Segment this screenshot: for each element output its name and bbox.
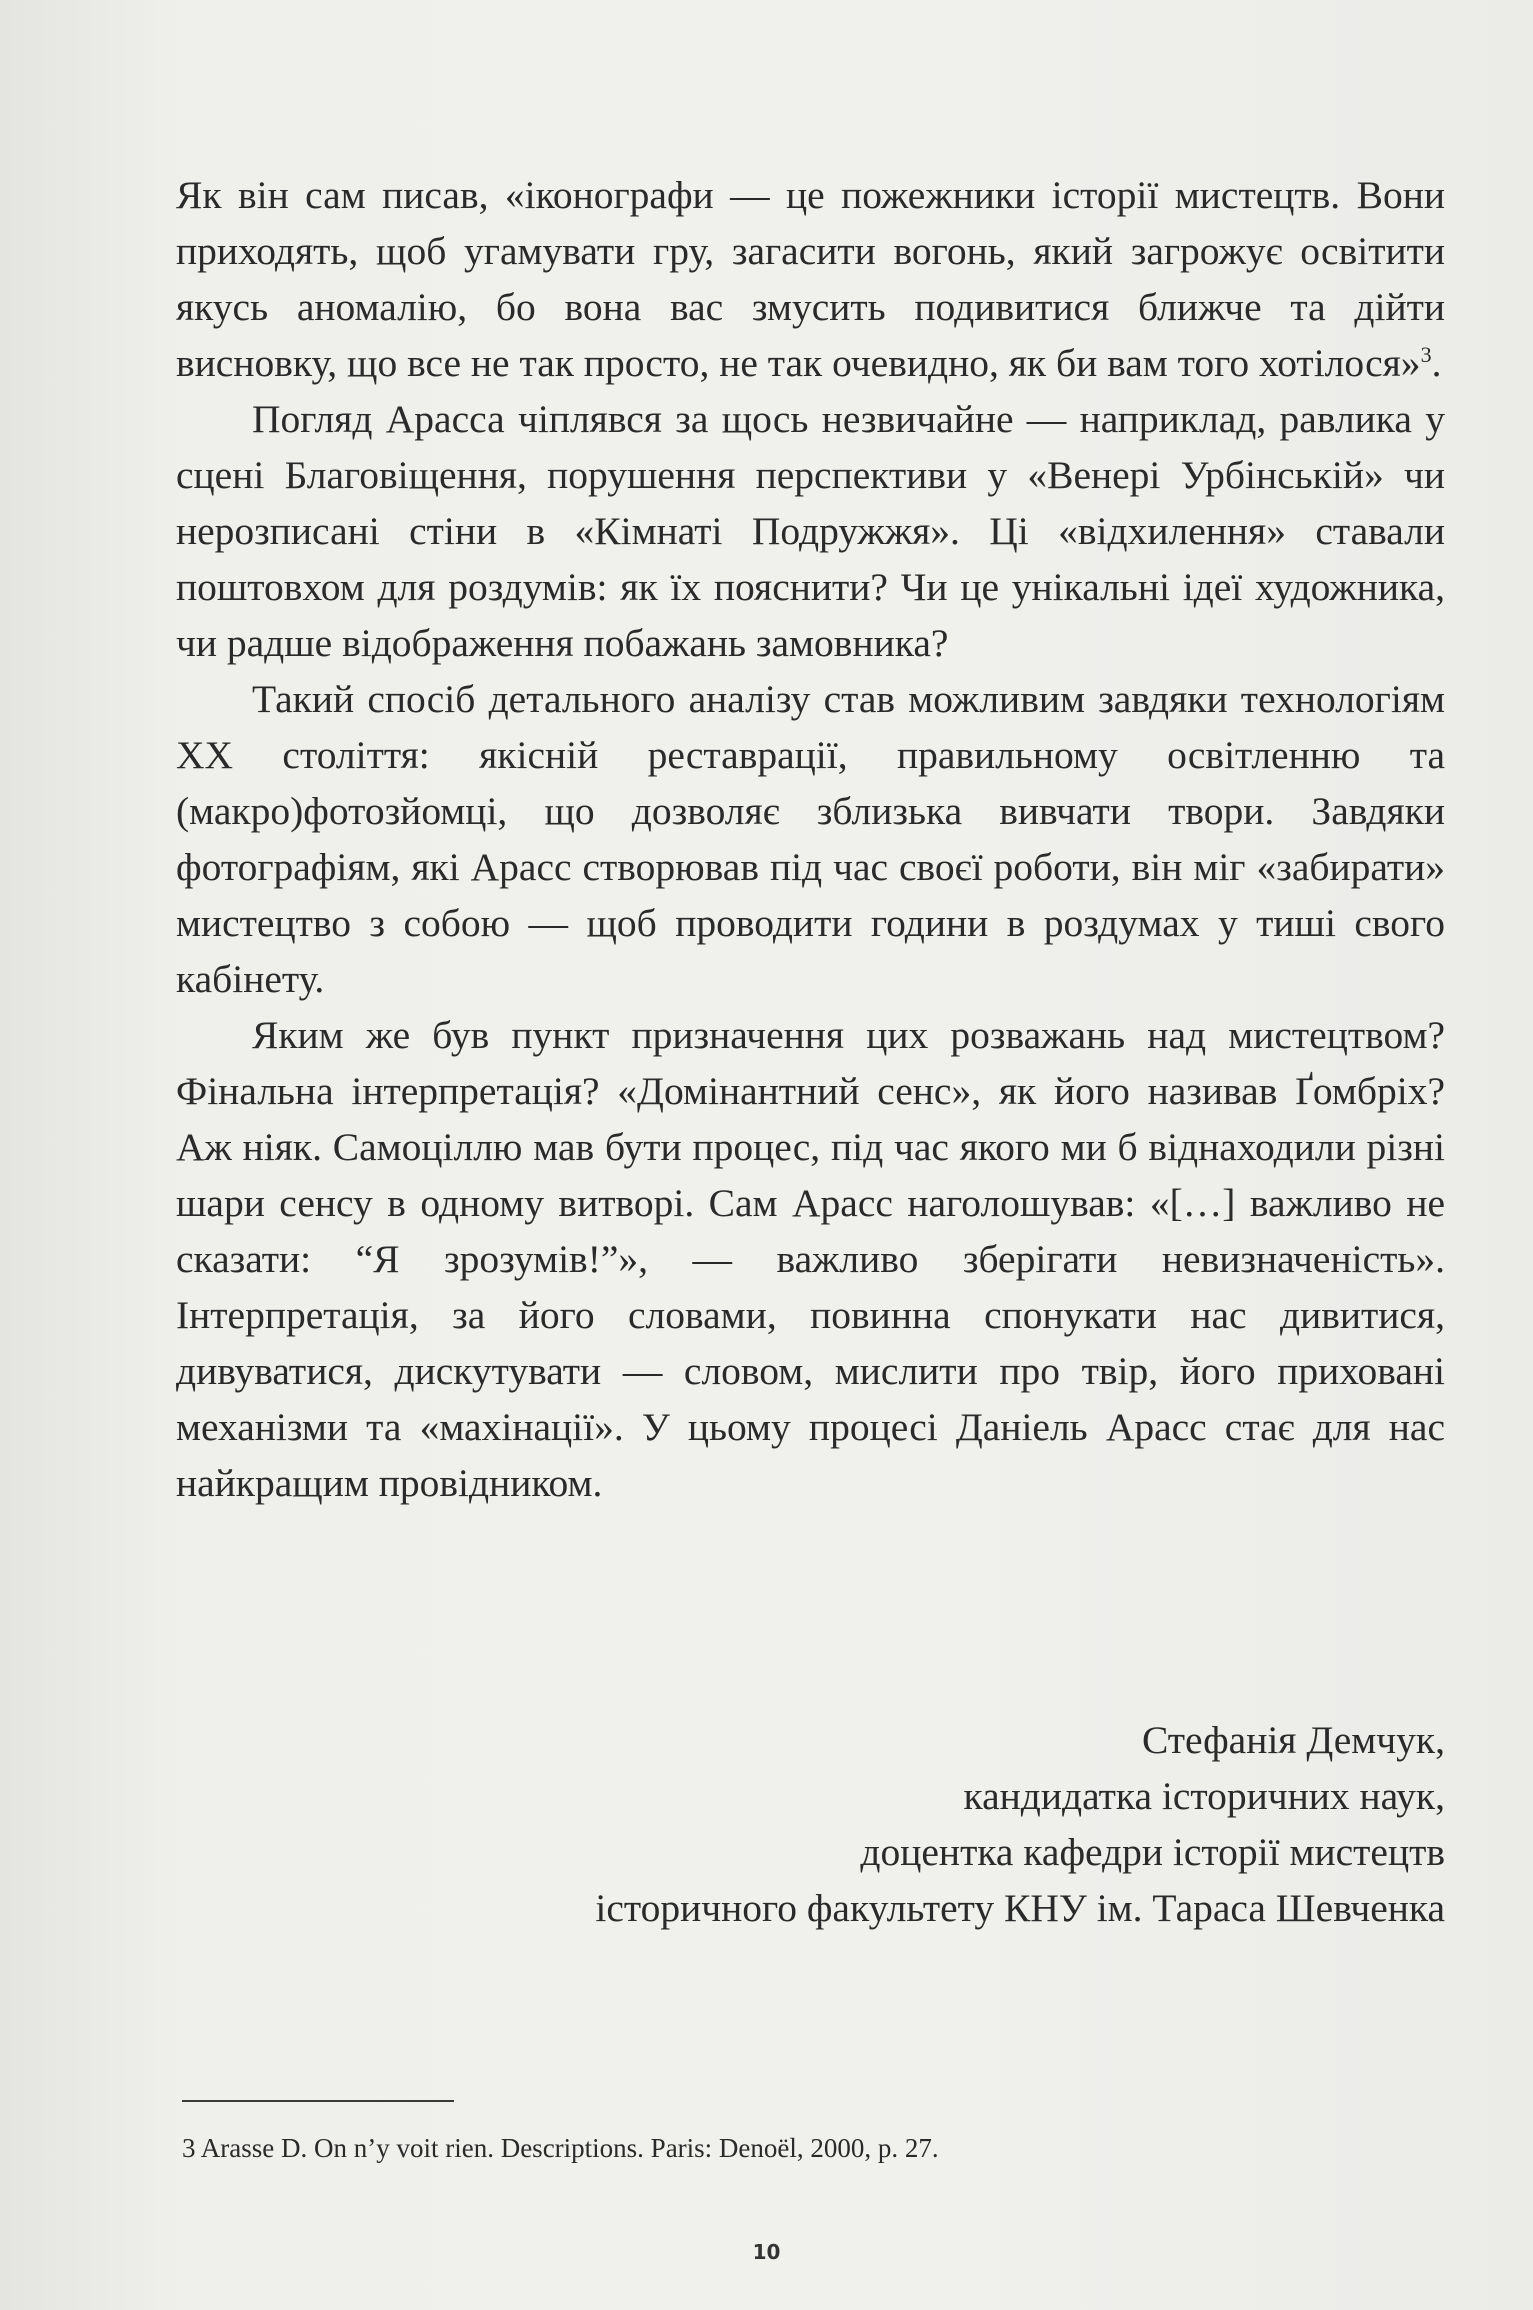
author-signature bbox=[245, 1712, 1445, 1936]
page-number: 10 bbox=[752, 2240, 781, 2264]
paragraph-2: Погляд Арасса чіплявся за щось незвичайне — наприклад, равлика у сцені Благовіщення, порушення перспективи у «Венері Урбінській» чи нерозписані стіни в «Кімнаті Подружжя». Ці «відхилення» ставали поштовхом для роздумів: як їх пояснити? Чи це унікальні ідеї художника, чи радше відображення побажань замовника? bbox=[176, 397, 1445, 665]
main-text bbox=[176, 167, 1445, 1511]
footnote: 3 Arasse D. On n’y voit rien. Descriptions. Paris: Denoël, 2000, p. 27. bbox=[182, 2133, 939, 2163]
paragraph-1 bbox=[176, 167, 1445, 391]
signature-position: доцентка кафедри історії мистецтв bbox=[860, 1830, 1445, 1874]
signature-faculty: історичного факультету КНУ ім. Тараса Шевченка bbox=[595, 1886, 1445, 1930]
signature-degree: кандидатка історичних наук, bbox=[963, 1774, 1445, 1818]
footnote-divider bbox=[182, 2100, 454, 2102]
paragraph-4: Яким же був пункт призначення цих розважань над мистецтвом? Фінальна інтерпретація? «Домінантний сенс», як його називав Ґомбріх? Аж ніяк. Самоціллю мав бути процес, під час якого ми б віднаходили різні шари сенсу в одному витворі. Сам Арасс наголошував: «[…] важливо не сказати: “Я зрозумів!”», — важливо зберігати невизначеність». Інтерпретація, за його словами, повинна спонукати нас дивитися, дивуватися, дискутувати — словом, мислити про твір, його приховані механізми та «махінації». У цьому процесі Даніель Арасс стає для нас найкращим провідником. bbox=[176, 1013, 1445, 1505]
footnote-reference: 3 bbox=[1420, 341, 1432, 367]
signature-name: Стефанія Демчук, bbox=[1141, 1718, 1445, 1762]
paragraph-3: Такий спосіб детального аналізу став можливим завдяки технологіям XX століття: якісній реставрації, правильному освітленню та (макро)фотозйомці, що дозволяє зблизька вивчати твори. Завдяки фотографіям, які Арасс створював під час своєї роботи, він міг «забирати» мистецтво з собою — щоб проводити години в роздумах у тиші свого кабінету. bbox=[176, 677, 1445, 1001]
paragraph-1-text: Як він сам писав, «іконографи — це пожежники історії мистецтв. Вони приходять, щоб угамувати гру, загасити вогонь, який загрожує освітити якусь аномалію, бо вона вас змусить подивитися ближче та дійти висновку, що все не так просто, не так очевидно, як би вам того хотілося» bbox=[176, 173, 1445, 385]
paragraph-1-end: . bbox=[1431, 341, 1442, 385]
